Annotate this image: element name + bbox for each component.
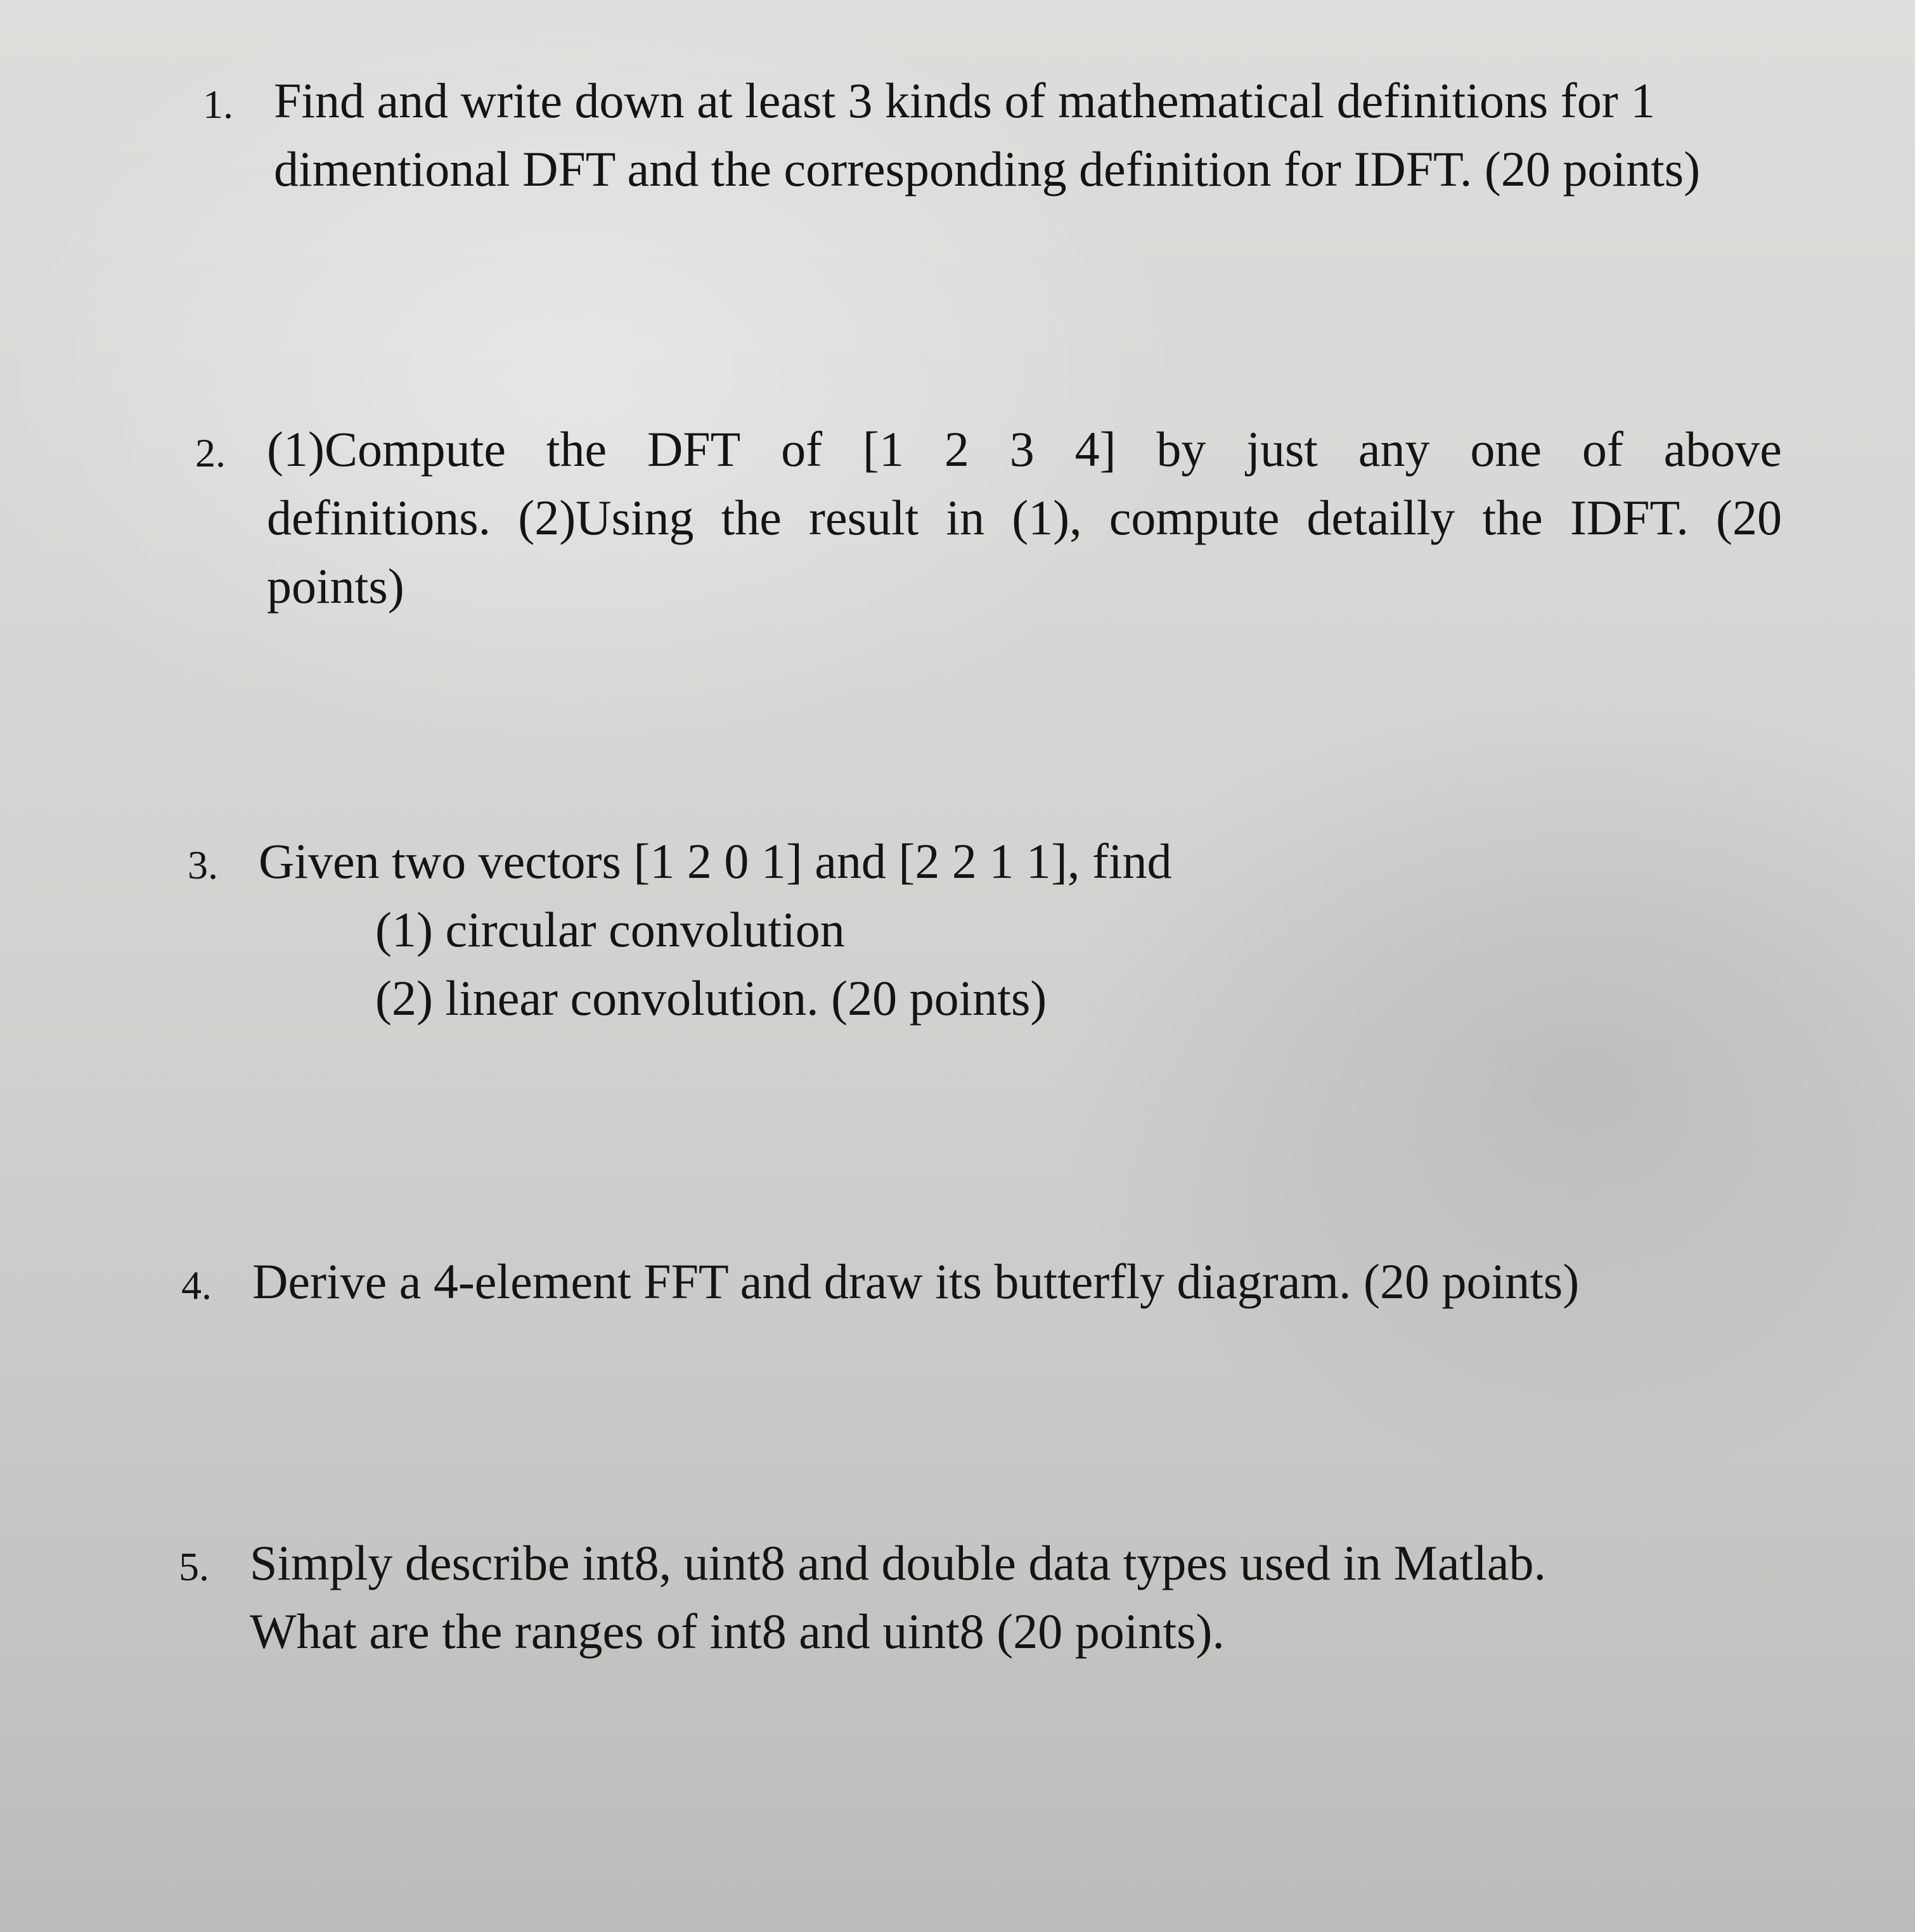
question-text-line — [267, 415, 1782, 484]
question-number: 3. — [188, 842, 218, 887]
word: [1 — [863, 422, 904, 477]
word: the — [721, 490, 782, 545]
word: the — [1482, 490, 1543, 545]
question-number: 1. — [203, 82, 233, 127]
question-text-line: What are the ranges of int8 and uint8 (20 points). — [250, 1604, 1225, 1659]
word: result — [809, 490, 919, 545]
word: (1), — [1012, 490, 1082, 545]
word: the — [546, 422, 607, 477]
question-3 — [188, 827, 1455, 1043]
word: in — [946, 490, 985, 545]
question-2 — [195, 415, 1780, 631]
question-5 — [179, 1529, 1763, 1681]
word: 3 — [1009, 422, 1035, 477]
question-text-line: Find and write down at least 3 kinds of mathematical definitions for 1 — [274, 73, 1656, 128]
word: DFT — [647, 422, 741, 477]
word: IDFT. — [1570, 490, 1689, 545]
question-text-line: Derive a 4-element FFT and draw its butterfly diagram. (20 points) — [252, 1254, 1580, 1309]
word: (1)Compute — [267, 422, 506, 477]
question-number: 4. — [181, 1263, 212, 1308]
question-text-line: Simply describe int8, uint8 and double data types used in Matlab. — [250, 1535, 1546, 1590]
sub-item: (1) circular convolution — [375, 902, 845, 957]
word: (20 — [1715, 490, 1782, 545]
question-1 — [203, 67, 1788, 219]
word: 2 — [944, 422, 969, 477]
word: just — [1246, 422, 1318, 477]
word: above — [1663, 422, 1782, 477]
word: of — [781, 422, 823, 477]
question-number: 5. — [179, 1544, 209, 1589]
question-text-line: Given two vectors [1 2 0 1] and [2 2 1 1], find — [259, 834, 1172, 889]
word: 4] — [1074, 422, 1116, 477]
word: (2)Using — [518, 490, 694, 545]
question-text-line: points) — [267, 558, 404, 614]
question-4 — [181, 1247, 1766, 1323]
sub-item: (2) linear convolution. (20 points) — [375, 970, 1047, 1026]
question-text-line — [267, 484, 1782, 552]
word: detailly — [1306, 490, 1455, 545]
question-text-line: dimentional DFT and the corresponding definition for IDFT. (20 points) — [274, 141, 1701, 196]
question-number: 2. — [195, 430, 226, 475]
word: definitions. — [267, 490, 491, 545]
word: compute — [1109, 490, 1280, 545]
word: any — [1358, 422, 1430, 477]
word: one — [1470, 422, 1542, 477]
word: of — [1582, 422, 1623, 477]
word: by — [1156, 422, 1206, 477]
